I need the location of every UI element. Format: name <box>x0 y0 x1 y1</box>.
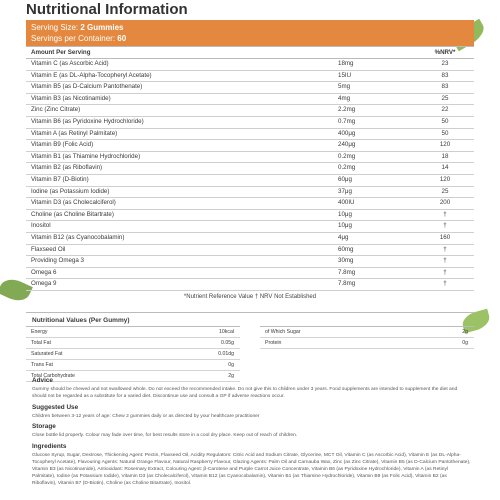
nutrient-nrv: 160 <box>439 233 451 241</box>
usage-heading: Suggested Use <box>32 404 79 411</box>
nutrient-name: Omega 6 <box>31 268 57 276</box>
nutritional-value-label: Total Carbohydrate <box>31 373 75 379</box>
nutrient-amount: 400μg <box>338 129 356 137</box>
nutrient-amount: 0.2mg <box>338 152 356 160</box>
nutritional-value-row <box>26 360 240 371</box>
header-name: Amount Per Serving <box>31 49 91 56</box>
table-row <box>26 256 474 268</box>
nutrient-nrv: 23 <box>441 60 449 67</box>
table-row <box>26 233 474 245</box>
nutritional-value-row <box>26 349 240 360</box>
nutrient-amount: 7.8mg <box>338 280 356 288</box>
nutritional-value-amount: 0.01dg <box>218 351 234 357</box>
nutrient-name: Flaxseed Oil <box>31 245 66 253</box>
nutritional-value-label: Total Fat <box>31 340 51 346</box>
nutrient-amount: 10μg <box>338 222 352 230</box>
nutrient-name: Vitamin C (as Ascorbic Acid) <box>31 60 109 67</box>
nutrient-nrv: 50 <box>441 129 449 137</box>
table-row <box>26 117 474 129</box>
nutritional-values-title: Nutritional Values (Per Gummy) <box>32 317 130 324</box>
panel-title: Nutritional Information <box>26 1 188 18</box>
nutrient-nrv: 83 <box>441 71 449 79</box>
nutrient-nrv: 83 <box>441 83 449 91</box>
nutrient-nrv: † <box>443 280 447 288</box>
nutrient-nrv: 200 <box>439 199 451 207</box>
serving-size-label: Serving Size: <box>31 23 79 32</box>
table-row <box>26 221 474 233</box>
nutrient-name: Vitamin B1 (as Thiamine Hydrochloride) <box>31 152 141 160</box>
nutrient-amount: 240μg <box>338 141 356 149</box>
nutrient-amount: 15IU <box>338 71 352 79</box>
nutritional-value-amount: 2g <box>462 329 468 335</box>
nutritional-value-row <box>26 371 240 382</box>
supplement-facts-panel <box>26 0 474 300</box>
nutrient-nrv: 50 <box>441 117 449 125</box>
nutrient-nrv: 120 <box>439 141 451 149</box>
nutrient-name: Zinc (Zinc Citrate) <box>31 106 81 114</box>
header-nrv: %NRV* <box>434 49 456 56</box>
table-row <box>26 279 474 291</box>
nutrient-name: Inositol <box>31 222 51 230</box>
nutritional-value-label: Energy <box>31 329 48 335</box>
nutrient-amount: 60μg <box>338 175 352 183</box>
nutrient-nrv: † <box>443 222 447 230</box>
section-divider <box>26 312 474 313</box>
nutrient-nrv: † <box>443 245 447 253</box>
advice-text: Gummy should be chewed and not swallowed whole. Do not exceed the recommended intake. Do not give this to children under 3 years. Food supplements are intended to supplement the diet and should not be regarded as a substitute for a varied diet. Discontinue use and consult a GP if adverse reactions occur. <box>32 387 458 399</box>
nutritional-value-amount: 0.05g <box>221 340 234 346</box>
serving-size <box>31 22 469 33</box>
nutrient-name: Vitamin E (as DL-Alpha-Tocopheryl Acetate) <box>31 71 152 79</box>
nutrient-nrv: † <box>443 210 447 218</box>
advice-heading: Advice <box>32 377 53 384</box>
nutrient-amount: 18mg <box>338 60 354 67</box>
nutrient-amount: 7.8mg <box>338 268 356 276</box>
nutrient-amount: 4mg <box>338 94 351 102</box>
nutrient-amount: 30mg <box>338 257 354 265</box>
nutrient-amount: 0.2mg <box>338 164 356 172</box>
nutritional-value-label: of Which Sugar <box>265 329 301 335</box>
ingredients-heading: Ingredients <box>32 443 67 450</box>
nutrient-name: Vitamin A (as Retinyl Palmitate) <box>31 129 118 137</box>
table-row <box>26 129 474 141</box>
ingredients-text: Glucose Syrup, Sugar, Dextrose, Thickening Agent: Pectin, Flaxseed Oil, Acidity Regulators: Citric Acid and Sodium Citrate, Glycerine, MCT Oil, Vitamin C (as Ascorbic Acid), Vitamin E (as DL-Alpha-Tocopheryl Acetate), Flavouring Agents: Natural Orange Flavour, Natural Raspberry Flavour, Glazing Agents: Palm Oil and Carnauba Wax, Zinc (as Zinc Citrate), Vitamin B5 (as D-Calcium Pantothenate), Vitamin B3 (as Nicotinamide), Antioxidant: Rosemary Extract, Colouring Agent: β-Carotene and Purple Carrot Juice Concentrate, Vitamin B6 (as Pyridoxine Hydrochloride), Vitamin A (as Retinyl Palmitate), Iodine (as Potassium Iodide), Vitamin D3 (as Cholecalciferol), Vitamin B12 (as Cyanocobalamin), Vitamin B1 (as Thiamine Hydrochloride), Vitamin B9 (as Folic Acid), Vitamin B2 (as Riboflavin), Vitamin B7 (D-Biotin), Choline (as Choline Bitartrate), Inositol. <box>32 453 471 486</box>
nutrient-nrv: 22 <box>441 106 449 114</box>
table-row <box>26 59 474 71</box>
table-row <box>26 163 474 175</box>
servings-per-container-label: Servings per Container: <box>31 34 116 43</box>
nutrient-amount: 2.2mg <box>338 106 356 114</box>
table-row <box>26 198 474 210</box>
nutrient-amount: 5mg <box>338 83 351 91</box>
table-row <box>26 140 474 152</box>
table-row <box>26 94 474 106</box>
nutritional-value-amount: 10kcal <box>219 329 234 335</box>
nutrient-name: Iodine (as Potassium Iodide) <box>31 187 110 195</box>
nutritional-value-label: Saturated Fat <box>31 351 63 357</box>
nutrient-name: Vitamin B5 (as D-Calcium Pantothenate) <box>31 83 143 91</box>
nutrient-nrv: 25 <box>441 94 449 102</box>
nutritional-value-label: Trans Fat <box>31 362 54 368</box>
nutrient-nrv: 25 <box>441 187 449 195</box>
table-row <box>26 152 474 164</box>
table-row <box>26 187 474 199</box>
nutrient-nrv: 14 <box>441 164 449 172</box>
nutrient-nrv: † <box>443 268 447 276</box>
table-row <box>26 82 474 94</box>
table-row <box>26 175 474 187</box>
servings-per-container-value: 60 <box>117 34 127 43</box>
nutritional-value-amount: 2g <box>228 373 234 379</box>
nutritional-values-right <box>260 326 474 349</box>
nutritional-value-row <box>260 338 474 349</box>
nutrient-name: Omega 9 <box>31 280 57 288</box>
nutrient-name: Vitamin B6 (as Pyridoxine Hydrochloride) <box>31 117 144 125</box>
nutritional-value-row <box>26 338 240 349</box>
nutritional-value-row <box>260 327 474 338</box>
serving-size-value: 2 Gummies <box>80 23 124 32</box>
servings-per-container <box>31 33 469 44</box>
serving-info-band <box>26 20 474 46</box>
nutrient-amount: 0.7mg <box>338 117 356 125</box>
table-row <box>26 210 474 222</box>
nutritional-values-left <box>26 326 240 382</box>
nutritional-value-amount: 0g <box>462 340 468 346</box>
table-row <box>26 268 474 280</box>
nutrient-nrv: 18 <box>441 152 449 160</box>
nutrient-amount: 60mg <box>338 245 354 253</box>
table-header-row <box>26 47 474 59</box>
nutrient-amount: 400IU <box>338 199 355 207</box>
nutrient-nrv: † <box>443 257 447 265</box>
nutrient-rows <box>26 59 474 291</box>
nutritional-value-label: Protein <box>265 340 282 346</box>
nutrient-name: Vitamin B9 (Folic Acid) <box>31 141 94 149</box>
nutrient-name: Vitamin B12 (as Cyanocobalamin) <box>31 233 125 241</box>
nutrient-name: Providing Omega 3 <box>31 257 84 265</box>
nutritional-value-amount: 0g <box>228 362 234 368</box>
nutrient-nrv: 120 <box>439 175 451 183</box>
nutrient-name: Vitamin B2 (as Riboflavin) <box>31 164 103 172</box>
nutrient-amount: 10μg <box>338 210 352 218</box>
table-row <box>26 71 474 83</box>
nutrient-name: Choline (as Choline Bitartrate) <box>31 210 114 218</box>
table-row <box>26 105 474 117</box>
nutritional-value-row <box>26 327 240 338</box>
table-row <box>26 245 474 257</box>
nutrient-amount: 4μg <box>338 233 349 241</box>
usage-text: Children between 3-12 years of age: Chew 2 gummies daily or as directed by your healthcare practitioner <box>32 414 260 419</box>
storage-text: Close bottle lid properly. Colour may fade over time, for best results store in a cool dry place. Keep out of reach of children. <box>32 433 298 438</box>
nutrient-name: Vitamin B7 (D-Biotin) <box>31 175 89 183</box>
nrv-footnote: *Nutrient Reference Value † NRV Not Established <box>183 293 317 300</box>
nutrient-amount: 37μg <box>338 187 352 195</box>
nutrient-name: Vitamin B3 (as Nicotinamide) <box>31 94 111 102</box>
nutrient-name: Vitamin D3 (as Cholecalciferol) <box>31 199 116 207</box>
nutrient-table <box>26 46 474 291</box>
storage-heading: Storage <box>32 423 56 430</box>
